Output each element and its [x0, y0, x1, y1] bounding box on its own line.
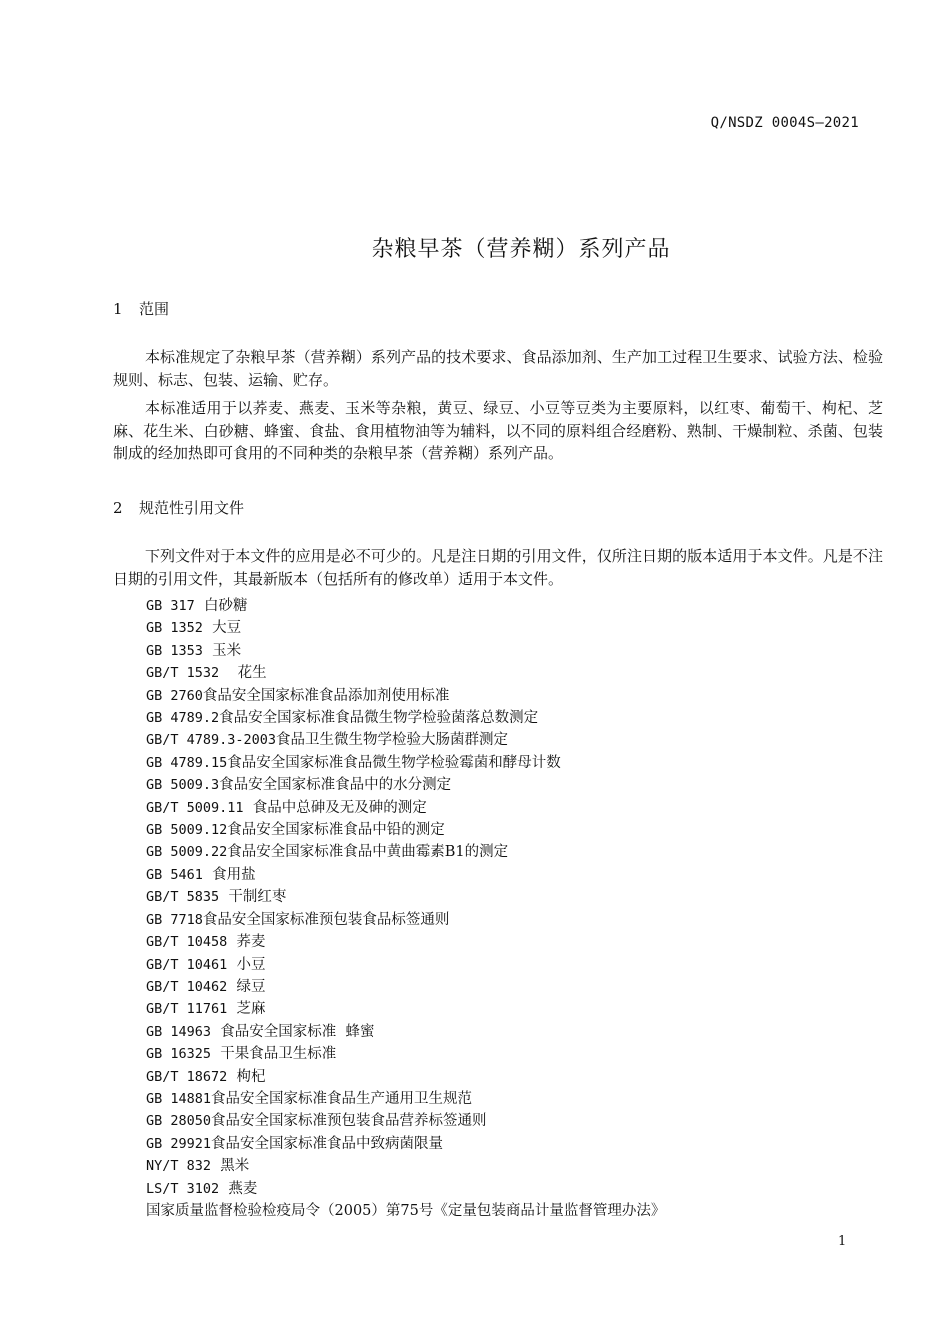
- reference-title: 食品安全国家标准食品中的水分测定: [219, 777, 452, 794]
- reference-code: GB/T 1532: [146, 665, 220, 682]
- reference-item: [146, 662, 665, 684]
- reference-code: GB 4789.15: [146, 754, 228, 771]
- reference-item: [146, 752, 665, 774]
- reference-title: 食品安全国家标准食品中黄曲霉素B1的测定: [227, 844, 509, 861]
- reference-code: GB/T 5009.11: [146, 799, 244, 816]
- reference-code: NY/T 832: [146, 1158, 212, 1175]
- reference-gap: [219, 665, 237, 681]
- page-number: 1: [838, 1234, 847, 1249]
- reference-gap: [219, 1181, 228, 1197]
- section-number: 2: [113, 499, 123, 517]
- reference-title: 食品安全国家标准食品中致病菌限量: [211, 1135, 444, 1152]
- reference-gap: [227, 1069, 236, 1085]
- scope-paragraph-2: 本标准适用于以荞麦、燕麦、玉米等杂粮，黄豆、绿豆、小豆等豆类为主要原料，以红枣、葡萄干、枸杞、芝麻、花生米、白砂糖、蜂蜜、食盐、食用植物油等为辅料，以不同的原料组合经磨粉、熟制、干燥制粒、杀菌、包装制成的经加热即可食用的不同种类的杂粮早茶（营养糊）系列产品。: [113, 399, 883, 463]
- reference-item: [146, 1200, 665, 1222]
- reference-gap: [227, 957, 236, 973]
- reference-code: GB 29921: [146, 1135, 212, 1152]
- section-title: 范围: [139, 300, 170, 318]
- reference-title: 食品中总砷及无及砷的测定: [252, 799, 427, 816]
- reference-title: 绿豆: [236, 978, 266, 995]
- reference-title: 小豆: [236, 956, 266, 973]
- reference-item: [146, 841, 665, 863]
- reference-gap: [211, 1158, 220, 1174]
- reference-gap: [227, 979, 236, 995]
- reference-title: 食品安全国家标准预包装食品标签通则: [202, 911, 450, 928]
- reference-title: 干制红枣: [228, 889, 287, 906]
- reference-title: 国家质量监督检验检疫局令（2005）第75号《定量包装商品计量监督管理办法》: [146, 1202, 666, 1219]
- reference-code: GB 5009.22: [146, 844, 228, 861]
- reference-item: [146, 909, 665, 931]
- reference-title: 食品安全国家标准食品微生物学检验菌落总数测定: [219, 710, 539, 727]
- reference-code: GB 4789.2: [146, 710, 220, 727]
- reference-code: GB 1352: [146, 620, 203, 637]
- reference-list: [146, 595, 665, 1222]
- reference-title: 食品安全国家标准食品添加剂使用标准: [202, 687, 450, 704]
- reference-code: GB 28050: [146, 1113, 212, 1130]
- document-title: 杂粮早茶（营养糊）系列产品: [371, 237, 671, 262]
- reference-code: GB/T 5835: [146, 889, 220, 906]
- reference-code: GB 2760: [146, 687, 203, 704]
- reference-code: GB 5009.12: [146, 822, 228, 839]
- reference-item: [146, 707, 665, 729]
- reference-code: GB/T 10462: [146, 978, 228, 995]
- reference-title: 玉米: [212, 642, 242, 659]
- reference-title: 大豆: [212, 620, 242, 637]
- reference-code: GB 14963: [146, 1023, 212, 1040]
- reference-item: [146, 729, 665, 751]
- reference-code: GB 5009.3: [146, 777, 220, 794]
- reference-gap: [203, 867, 212, 883]
- reference-item: [146, 797, 665, 819]
- reference-item: [146, 1155, 665, 1177]
- reference-item: [146, 931, 665, 953]
- section-1-heading: [113, 298, 169, 319]
- reference-title: 黑米: [220, 1158, 250, 1175]
- reference-title: 食品安全国家标准食品中铅的测定: [227, 822, 445, 839]
- reference-title: 白砂糖: [204, 598, 248, 614]
- reference-gap: [227, 1001, 236, 1017]
- reference-code: GB/T 10461: [146, 956, 228, 973]
- reference-code: GB 16325: [146, 1046, 212, 1063]
- reference-item: [146, 640, 665, 662]
- reference-item: [146, 998, 665, 1020]
- reference-title: 食品安全国家标准预包装食品营养标签通则: [211, 1113, 487, 1130]
- reference-title: 食品安全国家标准食品微生物学检验霉菌和酵母计数: [227, 754, 561, 771]
- reference-title: 荞麦: [236, 934, 266, 951]
- reference-item: [146, 954, 665, 976]
- reference-code: GB 7718: [146, 911, 203, 928]
- reference-gap: [203, 643, 212, 659]
- reference-item: [146, 1110, 665, 1132]
- reference-item: [146, 1021, 665, 1043]
- reference-code: GB 1353: [146, 642, 203, 659]
- reference-item: [146, 1043, 665, 1065]
- reference-title: 花生: [237, 665, 267, 682]
- reference-gap: [244, 800, 253, 816]
- reference-item: [146, 886, 665, 908]
- reference-gap: [211, 1046, 220, 1062]
- reference-code: GB 317: [146, 598, 195, 614]
- reference-code: GB 14881: [146, 1090, 212, 1107]
- reference-gap: [219, 889, 228, 905]
- reference-code: GB/T 18672: [146, 1068, 228, 1085]
- reference-item: [146, 864, 665, 886]
- section-2-heading: [113, 497, 244, 518]
- reference-title: 枸杞: [236, 1068, 266, 1085]
- reference-title: 燕麦: [228, 1180, 258, 1197]
- reference-title: 食品安全国家标准 蜂蜜: [220, 1023, 375, 1040]
- section-number: 1: [113, 300, 123, 318]
- section-title: 规范性引用文件: [139, 499, 245, 517]
- reference-gap: [211, 1024, 220, 1040]
- reference-gap: [227, 934, 236, 950]
- reference-code: GB/T 10458: [146, 934, 228, 951]
- standard-code: Q/NSDZ 0004S—2021: [710, 115, 859, 131]
- reference-code: GB/T 11761: [146, 1001, 228, 1018]
- reference-item: [146, 1088, 665, 1110]
- reference-item: [146, 685, 665, 707]
- reference-item: [146, 595, 665, 617]
- reference-item: [146, 774, 665, 796]
- reference-item: [146, 1133, 665, 1155]
- reference-gap: [195, 598, 204, 614]
- reference-item: [146, 617, 665, 639]
- reference-item: [146, 819, 665, 841]
- reference-item: [146, 976, 665, 998]
- reference-title: 干果食品卫生标准: [220, 1046, 337, 1063]
- reference-title: 食品卫生微生物学检验大肠菌群测定: [276, 732, 509, 749]
- reference-code: LS/T 3102: [146, 1180, 220, 1197]
- scope-paragraph-1: 本标准规定了杂粮早茶（营养糊）系列产品的技术要求、食品添加剂、生产加工过程卫生要求、试验方法、检验规则、标志、包装、运输、贮存。: [113, 348, 883, 389]
- reference-title: 芝麻: [236, 1001, 266, 1018]
- reference-code: GB/T 4789.3-2003: [146, 732, 277, 749]
- normative-intro-paragraph: 下列文件对于本文件的应用是必不可少的。凡是注日期的引用文件，仅所注日期的版本适用于本文件。凡是不注日期的引用文件，其最新版本（包括所有的修改单）适用于本文件。: [113, 547, 883, 588]
- reference-item: [146, 1178, 665, 1200]
- reference-gap: [203, 620, 212, 636]
- reference-title: 食用盐: [212, 866, 256, 883]
- reference-item: [146, 1066, 665, 1088]
- reference-title: 食品安全国家标准食品生产通用卫生规范: [211, 1090, 473, 1107]
- reference-code: GB 5461: [146, 866, 203, 883]
